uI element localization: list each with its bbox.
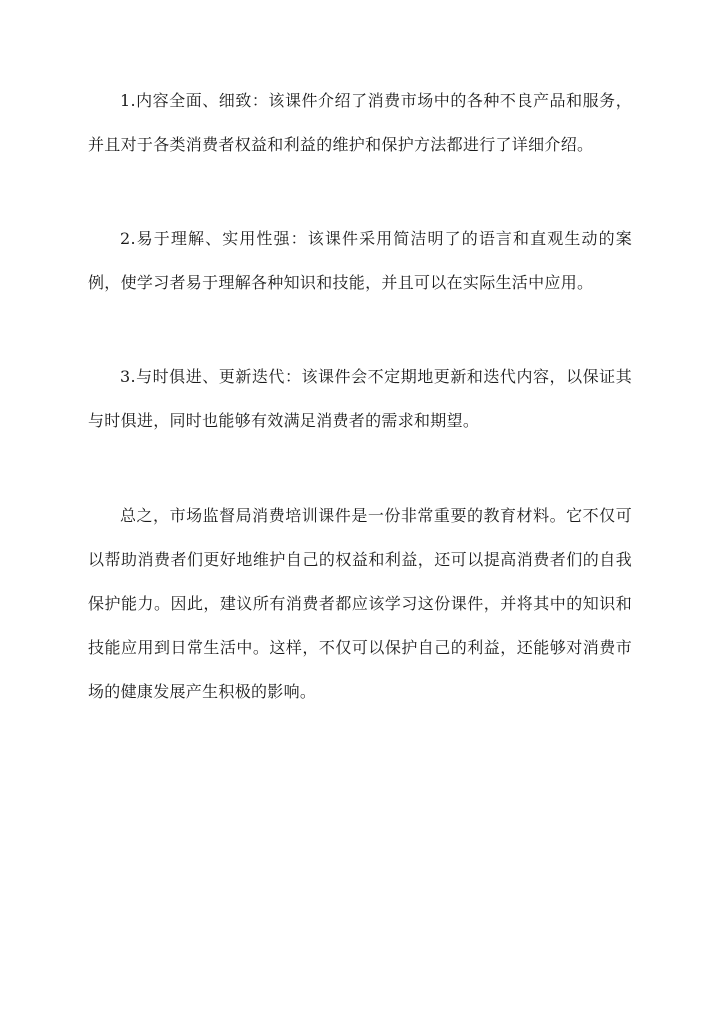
paragraph-feature-comprehensive: 1.内容全面、细致：该课件介绍了消费市场中的各种不良产品和服务，并且对于各类消费者权益和利益的维护和保护方法都进行了详细介绍。: [88, 91, 632, 154]
paragraph-feature-practical: 2.易于理解、实用性强：该课件采用简洁明了的语言和直观生动的案例，使学习者易于理解各种知识和技能，并且可以在实际生活中应用。: [88, 229, 632, 292]
paragraph-conclusion: 总之，市场监督局消费培训课件是一份非常重要的教育材料。它不仅可以帮助消费者们更好地维护自己的权益和利益，还可以提高消费者们的自我保护能力。因此，建议所有消费者都应该学习这份课件，并将其中的知识和技能应用到日常生活中。这样，不仅可以保护自己的利益，还能够对消费市场的健康发展产生积极的影响。: [88, 506, 632, 701]
paragraph-feature-updated: 3.与时俱进、更新迭代：该课件会不定期地更新和迭代内容，以保证其与时俱进，同时也能够有效满足消费者的需求和期望。: [88, 367, 632, 430]
